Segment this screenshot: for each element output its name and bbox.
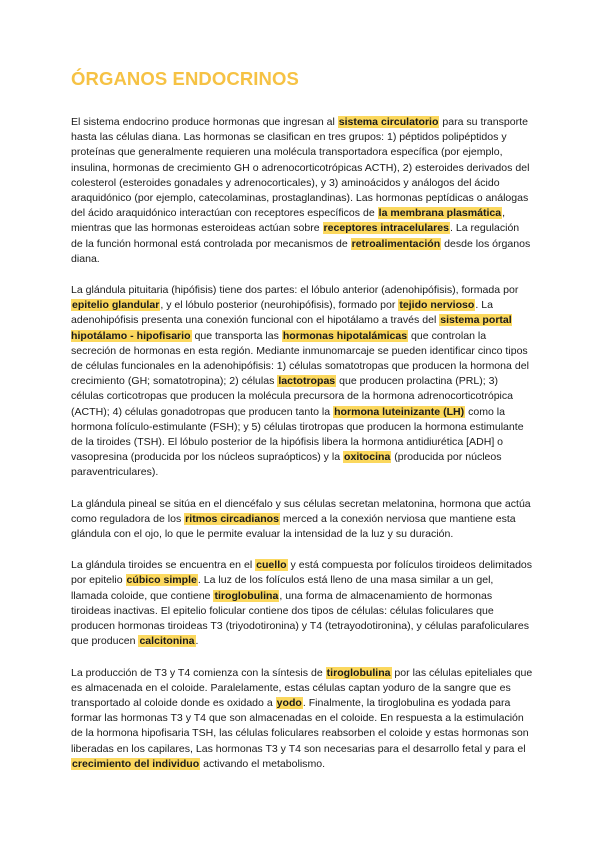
paragraph-text: La glándula pineal se sitúa en el diencéfalo y sus células secretan melatonina, hormona que actúa como reguladora de los [71, 497, 531, 525]
paragraph-text: que transporta las [191, 329, 282, 342]
paragraph [71, 115, 533, 267]
highlighted-term: hormona luteinizante (LH) [334, 405, 465, 418]
paragraph-text: activando el metabolismo. [200, 757, 326, 770]
highlighted-term: tiroglobulina [214, 589, 279, 602]
highlighted-term: hormonas hipotalámicas [282, 329, 408, 342]
paragraph-text: que producen prolactina (PRL); 3) células corticotropas que producen la molécula precursora de la hormona adrenocorticotrópica (ACTH); 4) células gonadotropas que producen tanto la [71, 375, 514, 418]
paragraph-text: y está compuesta por folículos tiroideos delimitados por epitelio [71, 559, 533, 587]
paragraph-text: , mientras que las hormonas esteroideas actúan sobre [71, 207, 506, 235]
paragraph [71, 497, 533, 543]
paragraph-text: (producida por núcleos paraventriculares). [71, 451, 502, 479]
paragraph-text: . La luz de los folículos está lleno de una masa similar a un gel, llamada coloide, que contiene [71, 574, 494, 602]
highlighted-term: yodo [276, 696, 302, 709]
highlighted-term: receptores intracelulares [323, 222, 449, 235]
paragraph-text: . La regulación de la función hormonal está controlada por mecanismos de [71, 222, 520, 250]
highlighted-term: cúbico simple [126, 574, 197, 587]
paragraph [71, 283, 533, 481]
paragraph-text: , y el lóbulo posterior (neurohipófisis), formado por [160, 299, 399, 312]
highlighted-term: la membrana plasmática [378, 207, 502, 220]
highlighted-term: ritmos circadianos [185, 512, 279, 525]
paragraph-text: La producción de T3 y T4 comienza con la síntesis de [71, 666, 326, 679]
highlighted-term: oxitocina [344, 451, 391, 464]
highlighted-term: crecimiento del individuo [72, 757, 200, 770]
paragraph [71, 558, 533, 649]
paragraph-text: El sistema endocrino produce hormonas que ingresan al [71, 116, 338, 128]
highlighted-term: retroalimentación [351, 237, 441, 250]
paragraph-text: merced a la conexión nerviosa que mantiene esta glándula con el ojo, lo que le permite evaluar la intensidad de la luz y su duración. [71, 512, 516, 541]
paragraph-text: La glándula tiroides se encuentra en el [71, 559, 256, 572]
highlighted-term: epitelio glandular [72, 299, 160, 312]
paragraph-text: , una forma de almacenamiento de hormonas tiroideas inactivas. El epitelio folicular contiene dos tipos de células: células foliculares que producen hormonas tiroideas T3 (triyodotironina) y T4 (tetrayodotironina), y células parafoliculares que producen [71, 589, 530, 648]
paragraph-text: por las células epiteliales que es almacenada en el coloide. Paralelamente, estas células captan yoduro de la sangre que es transportado al coloide donde es oxidado a [71, 666, 533, 709]
paragraph-text: como la hormona folículo-estimulante (FSH); y 5) células tirotropas que producen la hormona estimulante de la tiroides (TSH). El lóbulo posterior de la hipófisis libera la hormona antidiurética [ADH] o vasopresina (producida por los núcleos supraópticos) y la [71, 405, 524, 464]
document-body [71, 115, 533, 788]
highlighted-term: sistema portal hipotálamo - hipofisario [71, 314, 512, 342]
highlighted-term: calcitonina [139, 635, 195, 648]
paragraph-text: para su transporte hasta las células diana. Las hormonas se clasifican en tres grupos: 1) péptidos polipéptidos y proteínas que generalmente requieren una molécula transportadora específica (por ejemplo, insulina, hormonas de crecimiento GH o adrenocorticotrópicas ACTH), 2) esteroides derivados del colesterol (esteroides gonadales y adrenocorticales), y 3) aminoácidos y análogos del ácido araquidónico (por ejemplo, catecolaminas, prostaglandinas). Las hormonas peptídicas o análogas del ácido araquidónico interactúan con receptores específicos de [71, 116, 530, 220]
highlighted-term: cuello [256, 559, 287, 572]
highlighted-term: sistema circulatorio [338, 116, 439, 128]
paragraph-text: que controlan la secreción de hormonas en esta región. Mediante inmunomarcaje se pueden identificar cinco tipos de células funcionales en la adenohipófisis: 1) células somatotropas que producen la hormona del crecimiento (GH; somatotropina); 2) células [71, 329, 529, 388]
highlighted-term: tiroglobulina [326, 666, 391, 679]
page-title: ÓRGANOS ENDOCRINOS [71, 68, 299, 89]
paragraph-text: La glándula pituitaria (hipófisis) tiene dos partes: el lóbulo anterior (adenohipófisis), formada por [71, 284, 519, 297]
highlighted-term: tejido nervioso [399, 299, 475, 312]
paragraph-text: desde los órganos diana. [71, 237, 531, 265]
paragraph-text: . Finalmente, la tiroglobulina es yodada para formar las hormonas T3 y T4 que son almacenadas en el coloide. En respuesta a la estimulación de la hormona hipofisaria TSH, las células foliculares reabsorben el coloide y estas hormonas son liberadas en los capilares, Las hormonas T3 y T4 son necesarias para el desarrollo fetal y para el [71, 696, 529, 755]
paragraph [71, 666, 533, 772]
paragraph-text: . [195, 635, 199, 648]
paragraph-text: . La adenohipófisis presenta una conexión funcional con el hipotálamo a través del [71, 299, 493, 327]
highlighted-term: lactotropas [278, 375, 336, 388]
